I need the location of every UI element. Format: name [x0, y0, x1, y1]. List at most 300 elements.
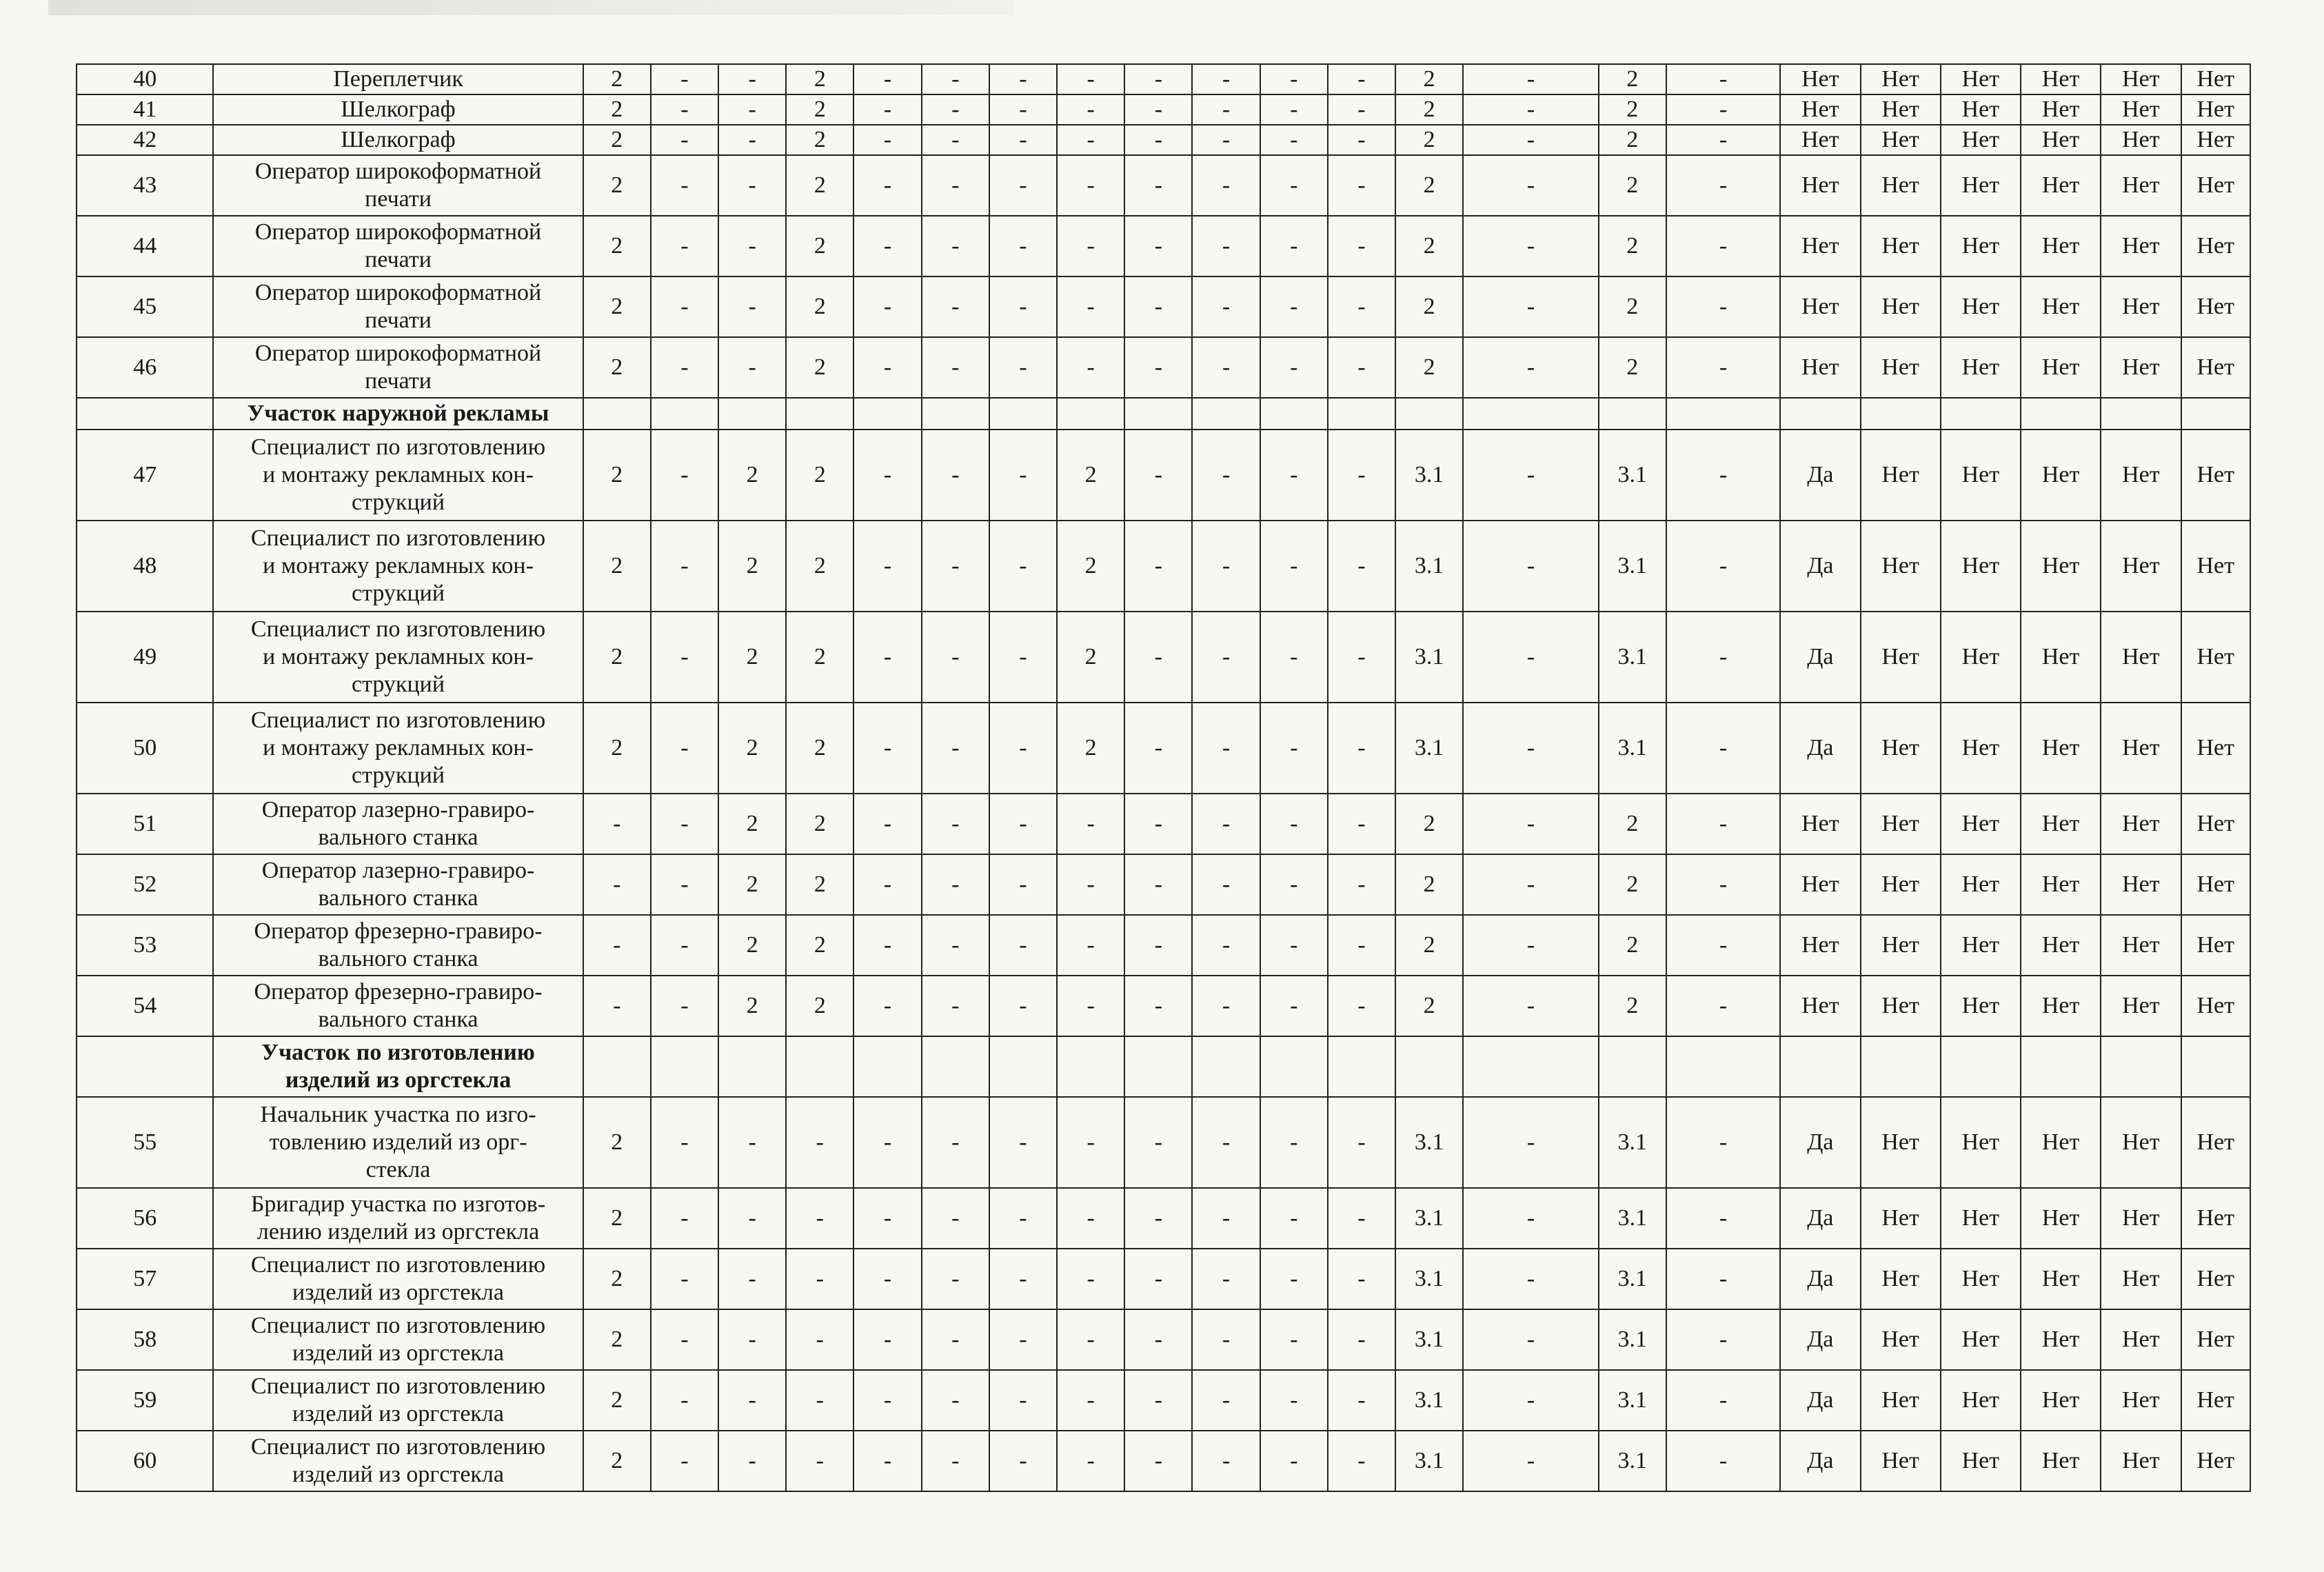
value-cell: -	[922, 337, 989, 398]
value-cell: Нет	[2181, 1309, 2251, 1370]
value-cell: Нет	[1941, 915, 2021, 976]
value-cell: 2	[1395, 155, 1463, 216]
value-cell: 3.1	[1395, 1097, 1463, 1188]
value-cell: Нет	[1861, 155, 1941, 216]
value-cell: -	[1057, 1097, 1124, 1188]
value-cell: -	[1124, 612, 1192, 703]
value-cell: Да	[1780, 612, 1860, 703]
value-cell: Нет	[2021, 854, 2101, 915]
value-cell: -	[922, 612, 989, 703]
value-cell: -	[1124, 430, 1192, 521]
value-cell: 3.1	[1395, 521, 1463, 612]
value-cell: -	[1328, 854, 1395, 915]
value-cell: Нет	[2101, 125, 2181, 155]
value-cell: Нет	[2181, 155, 2251, 216]
value-cell	[718, 398, 786, 430]
value-cell: 2	[583, 216, 651, 276]
value-cell	[786, 1036, 853, 1097]
row-number: 54	[77, 976, 213, 1036]
row-number	[77, 398, 213, 430]
value-cell: -	[786, 1309, 853, 1370]
value-cell: -	[1260, 430, 1328, 521]
value-cell: -	[1057, 915, 1124, 976]
value-cell: 2	[583, 1097, 651, 1188]
table-row	[77, 1309, 2250, 1370]
value-cell: -	[989, 216, 1057, 276]
value-cell	[2101, 398, 2181, 430]
value-cell: 3.1	[1599, 1370, 1666, 1431]
value-cell: -	[651, 794, 718, 854]
value-cell: -	[853, 854, 921, 915]
value-cell: -	[853, 521, 921, 612]
position-name: Специалист по изготовлению и монтажу рекламных кон- струкций	[213, 521, 583, 612]
value-cell: -	[1124, 1097, 1192, 1188]
value-cell: 2	[1599, 64, 1666, 94]
value-cell: Нет	[2021, 1249, 2101, 1309]
value-cell: -	[786, 1431, 853, 1491]
value-cell: -	[1124, 125, 1192, 155]
value-cell: 2	[786, 915, 853, 976]
value-cell: -	[1666, 125, 1780, 155]
value-cell	[1328, 398, 1395, 430]
value-cell: Нет	[2021, 1370, 2101, 1431]
value-cell: -	[853, 94, 921, 125]
value-cell: -	[853, 703, 921, 794]
table-row	[77, 915, 2250, 976]
value-cell	[583, 1036, 651, 1097]
value-cell: Нет	[2181, 915, 2251, 976]
value-cell	[1192, 1036, 1260, 1097]
table-row	[77, 612, 2250, 703]
value-cell: -	[651, 521, 718, 612]
value-cell: -	[1328, 1249, 1395, 1309]
value-cell: Нет	[2181, 976, 2251, 1036]
value-cell: -	[1666, 854, 1780, 915]
row-number: 43	[77, 155, 213, 216]
value-cell: 3.1	[1599, 521, 1666, 612]
value-cell: 2	[583, 1249, 651, 1309]
value-cell: -	[1124, 276, 1192, 337]
table-row	[77, 1249, 2250, 1309]
value-cell: -	[1463, 976, 1598, 1036]
table-row	[77, 794, 2250, 854]
value-cell: Нет	[1780, 854, 1860, 915]
value-cell: -	[853, 430, 921, 521]
value-cell: -	[1124, 521, 1192, 612]
position-name: Оператор широкоформатной печати	[213, 216, 583, 276]
value-cell: 2	[786, 216, 853, 276]
value-cell: -	[922, 94, 989, 125]
value-cell: -	[922, 125, 989, 155]
value-cell: -	[1328, 430, 1395, 521]
value-cell: Нет	[2181, 64, 2251, 94]
value-cell: -	[1463, 703, 1598, 794]
value-cell: Нет	[2101, 1309, 2181, 1370]
value-cell: Да	[1780, 1188, 1860, 1249]
value-cell: -	[1192, 1309, 1260, 1370]
position-name: Начальник участка по изго- товлению изделий из орг- стекла	[213, 1097, 583, 1188]
value-cell: -	[1124, 794, 1192, 854]
value-cell: Нет	[1861, 703, 1941, 794]
value-cell: -	[1463, 1097, 1598, 1188]
value-cell: Нет	[2021, 1309, 2101, 1370]
value-cell: Нет	[2181, 854, 2251, 915]
value-cell	[2021, 398, 2101, 430]
value-cell: -	[1666, 337, 1780, 398]
value-cell: Нет	[2181, 794, 2251, 854]
value-cell: Нет	[2021, 703, 2101, 794]
value-cell	[989, 1036, 1057, 1097]
value-cell: 3.1	[1395, 703, 1463, 794]
value-cell: -	[989, 854, 1057, 915]
value-cell: -	[718, 125, 786, 155]
value-cell: 2	[1599, 276, 1666, 337]
value-cell: -	[1260, 1309, 1328, 1370]
value-cell: Нет	[1941, 1249, 2021, 1309]
value-cell: -	[1260, 612, 1328, 703]
value-cell: Нет	[1941, 1188, 2021, 1249]
row-number: 48	[77, 521, 213, 612]
value-cell: 2	[1057, 703, 1124, 794]
table-row	[77, 854, 2250, 915]
value-cell: -	[1192, 64, 1260, 94]
value-cell: -	[1328, 612, 1395, 703]
value-cell: -	[1328, 794, 1395, 854]
value-cell: -	[1124, 155, 1192, 216]
row-number: 56	[77, 1188, 213, 1249]
value-cell: -	[583, 976, 651, 1036]
value-cell	[1057, 398, 1124, 430]
table-row	[77, 430, 2250, 521]
value-cell: -	[1260, 521, 1328, 612]
value-cell: Нет	[1941, 430, 2021, 521]
value-cell: 2	[1599, 94, 1666, 125]
value-cell: -	[922, 854, 989, 915]
value-cell: -	[1463, 1249, 1598, 1309]
value-cell: Нет	[2101, 794, 2181, 854]
position-name: Специалист по изготовлению изделий из оргстекла	[213, 1370, 583, 1431]
value-cell	[1666, 1036, 1780, 1097]
value-cell: Нет	[1861, 1249, 1941, 1309]
value-cell	[1941, 1036, 2021, 1097]
value-cell: Нет	[1861, 1309, 1941, 1370]
value-cell: Нет	[2181, 521, 2251, 612]
value-cell: -	[853, 1249, 921, 1309]
value-cell: -	[786, 1370, 853, 1431]
value-cell: -	[1328, 94, 1395, 125]
value-cell: Нет	[2101, 612, 2181, 703]
position-name: Специалист по изготовлению и монтажу рекламных кон- струкций	[213, 430, 583, 521]
value-cell: 3.1	[1599, 612, 1666, 703]
value-cell: Нет	[1941, 703, 2021, 794]
value-cell: -	[1463, 1370, 1598, 1431]
value-cell: Да	[1780, 430, 1860, 521]
value-cell: Нет	[2181, 1249, 2251, 1309]
value-cell: 2	[718, 794, 786, 854]
value-cell: -	[1124, 1370, 1192, 1431]
value-cell: -	[786, 1249, 853, 1309]
value-cell: Нет	[1780, 125, 1860, 155]
value-cell	[786, 398, 853, 430]
value-cell: Нет	[2101, 1431, 2181, 1491]
value-cell: Нет	[2181, 337, 2251, 398]
value-cell: -	[922, 1370, 989, 1431]
value-cell: Нет	[2021, 915, 2101, 976]
value-cell	[1780, 398, 1860, 430]
value-cell: -	[1057, 1370, 1124, 1431]
table-row	[77, 64, 2250, 94]
value-cell: -	[922, 976, 989, 1036]
value-cell: -	[989, 1097, 1057, 1188]
value-cell: 2	[1599, 155, 1666, 216]
value-cell: -	[1057, 94, 1124, 125]
value-cell: Нет	[1941, 794, 2021, 854]
value-cell: -	[1057, 337, 1124, 398]
value-cell: -	[1666, 1431, 1780, 1491]
value-cell: -	[922, 64, 989, 94]
value-cell: Нет	[2021, 976, 2101, 1036]
value-cell: -	[1260, 64, 1328, 94]
value-cell: -	[1666, 64, 1780, 94]
value-cell: -	[1463, 854, 1598, 915]
value-cell: 2	[786, 794, 853, 854]
value-cell: -	[989, 64, 1057, 94]
value-cell	[1260, 398, 1328, 430]
row-number: 60	[77, 1431, 213, 1491]
row-number: 45	[77, 276, 213, 337]
value-cell: -	[1124, 976, 1192, 1036]
value-cell: Нет	[2021, 276, 2101, 337]
value-cell: Нет	[1861, 794, 1941, 854]
value-cell: 2	[786, 976, 853, 1036]
row-number: 41	[77, 94, 213, 125]
value-cell: -	[989, 612, 1057, 703]
value-cell: -	[1192, 794, 1260, 854]
value-cell: -	[989, 155, 1057, 216]
value-cell: Нет	[1941, 125, 2021, 155]
value-cell: -	[922, 521, 989, 612]
value-cell	[2021, 1036, 2101, 1097]
value-cell	[2181, 1036, 2251, 1097]
value-cell: 2	[1395, 794, 1463, 854]
value-cell: Нет	[1780, 276, 1860, 337]
value-cell: Нет	[1941, 612, 2021, 703]
value-cell: -	[922, 915, 989, 976]
value-cell: -	[922, 703, 989, 794]
value-cell	[1395, 398, 1463, 430]
value-cell: Нет	[1780, 216, 1860, 276]
value-cell: -	[989, 1249, 1057, 1309]
value-cell: -	[922, 1188, 989, 1249]
value-cell: -	[1260, 703, 1328, 794]
value-cell: -	[1124, 1309, 1192, 1370]
value-cell: -	[1192, 703, 1260, 794]
value-cell: -	[1260, 1188, 1328, 1249]
value-cell	[922, 398, 989, 430]
value-cell: 2	[786, 703, 853, 794]
value-cell: 3.1	[1599, 1309, 1666, 1370]
value-cell: Нет	[2101, 854, 2181, 915]
value-cell: Нет	[2101, 155, 2181, 216]
value-cell: Да	[1780, 1309, 1860, 1370]
value-cell: -	[1260, 976, 1328, 1036]
value-cell: -	[853, 125, 921, 155]
value-cell: -	[1666, 1188, 1780, 1249]
value-cell: Нет	[2181, 216, 2251, 276]
value-cell: -	[1124, 64, 1192, 94]
value-cell: -	[1260, 794, 1328, 854]
value-cell: Нет	[2101, 64, 2181, 94]
value-cell: 2	[1057, 612, 1124, 703]
value-cell: -	[1057, 1188, 1124, 1249]
position-name: Оператор широкоформатной печати	[213, 276, 583, 337]
value-cell: -	[583, 915, 651, 976]
position-name: Оператор лазерно-гравиро- вального станка	[213, 854, 583, 915]
value-cell: -	[1666, 430, 1780, 521]
value-cell: 2	[718, 521, 786, 612]
value-cell: -	[1463, 155, 1598, 216]
value-cell: 2	[583, 1431, 651, 1491]
value-cell: Да	[1780, 1097, 1860, 1188]
value-cell: 3.1	[1599, 1431, 1666, 1491]
value-cell: -	[718, 155, 786, 216]
value-cell: -	[853, 1370, 921, 1431]
value-cell: -	[651, 337, 718, 398]
value-cell: -	[1192, 854, 1260, 915]
table-row	[77, 521, 2250, 612]
value-cell: -	[989, 276, 1057, 337]
value-cell: Да	[1780, 703, 1860, 794]
value-cell: Нет	[2101, 337, 2181, 398]
value-cell: -	[651, 915, 718, 976]
value-cell: -	[1260, 216, 1328, 276]
value-cell: 2	[786, 430, 853, 521]
value-cell: Нет	[1941, 276, 2021, 337]
value-cell: Нет	[2181, 1097, 2251, 1188]
value-cell	[853, 1036, 921, 1097]
value-cell: -	[1192, 1431, 1260, 1491]
value-cell: 3.1	[1395, 612, 1463, 703]
value-cell: -	[1192, 216, 1260, 276]
value-cell: Нет	[1861, 216, 1941, 276]
value-cell: 2	[583, 521, 651, 612]
value-cell: Нет	[2021, 94, 2101, 125]
section-row	[77, 398, 2250, 430]
row-number: 40	[77, 64, 213, 94]
row-number: 55	[77, 1097, 213, 1188]
table-row	[77, 1370, 2250, 1431]
value-cell: Нет	[1941, 976, 2021, 1036]
value-cell: -	[651, 430, 718, 521]
value-cell: Нет	[1780, 64, 1860, 94]
position-name: Шелкограф	[213, 125, 583, 155]
position-name: Оператор фрезерно-гравиро- вального станка	[213, 915, 583, 976]
value-cell: Нет	[1941, 1370, 2021, 1431]
value-cell: Нет	[2021, 1431, 2101, 1491]
value-cell: 2	[1599, 915, 1666, 976]
value-cell: -	[1260, 94, 1328, 125]
value-cell: Нет	[1941, 1097, 2021, 1188]
value-cell: Нет	[1861, 1097, 1941, 1188]
value-cell: 2	[718, 430, 786, 521]
value-cell: -	[651, 1431, 718, 1491]
value-cell	[2101, 1036, 2181, 1097]
value-cell: Нет	[2021, 794, 2101, 854]
value-cell: -	[1192, 1249, 1260, 1309]
value-cell: -	[989, 94, 1057, 125]
value-cell	[651, 398, 718, 430]
value-cell: 2	[718, 915, 786, 976]
value-cell: 2	[1599, 976, 1666, 1036]
value-cell: Нет	[1861, 94, 1941, 125]
value-cell: 2	[1395, 337, 1463, 398]
value-cell: 2	[583, 337, 651, 398]
value-cell: -	[1057, 854, 1124, 915]
value-cell: Нет	[2101, 915, 2181, 976]
value-cell: -	[853, 794, 921, 854]
value-cell	[1599, 1036, 1666, 1097]
value-cell: 2	[786, 337, 853, 398]
value-cell: -	[1057, 276, 1124, 337]
value-cell: -	[1192, 155, 1260, 216]
value-cell: -	[651, 94, 718, 125]
value-cell: -	[651, 976, 718, 1036]
value-cell: -	[1463, 125, 1598, 155]
value-cell: 2	[1395, 976, 1463, 1036]
value-cell	[922, 1036, 989, 1097]
value-cell: -	[989, 1370, 1057, 1431]
table-row	[77, 125, 2250, 155]
value-cell: -	[1057, 155, 1124, 216]
value-cell: 2	[1395, 125, 1463, 155]
value-cell: Нет	[2021, 125, 2101, 155]
value-cell: -	[1666, 216, 1780, 276]
value-cell: -	[1328, 1370, 1395, 1431]
value-cell: 2	[786, 155, 853, 216]
value-cell: 2	[1395, 915, 1463, 976]
value-cell: Нет	[2101, 430, 2181, 521]
value-cell: -	[718, 1188, 786, 1249]
value-cell: -	[651, 1249, 718, 1309]
value-cell: -	[718, 216, 786, 276]
row-number: 58	[77, 1309, 213, 1370]
value-cell: -	[853, 915, 921, 976]
value-cell	[1463, 1036, 1598, 1097]
value-cell: Нет	[1861, 854, 1941, 915]
value-cell	[1666, 398, 1780, 430]
row-number: 57	[77, 1249, 213, 1309]
value-cell: Нет	[1941, 94, 2021, 125]
value-cell: Нет	[2101, 1249, 2181, 1309]
value-cell: -	[1124, 1431, 1192, 1491]
value-cell: -	[1666, 276, 1780, 337]
value-cell: -	[853, 976, 921, 1036]
value-cell: -	[1463, 64, 1598, 94]
value-cell: Нет	[1941, 1431, 2021, 1491]
position-name: Специалист по изготовлению и монтажу рекламных кон- струкций	[213, 612, 583, 703]
value-cell: -	[718, 337, 786, 398]
value-cell: Нет	[2181, 612, 2251, 703]
value-cell: -	[583, 854, 651, 915]
value-cell: 2	[583, 125, 651, 155]
value-cell: -	[1666, 976, 1780, 1036]
value-cell: -	[1124, 216, 1192, 276]
table-row	[77, 94, 2250, 125]
section-title: Участок по изготовлению изделий из оргстекла	[213, 1036, 583, 1097]
value-cell: -	[1192, 1097, 1260, 1188]
value-cell: 2	[1395, 216, 1463, 276]
value-cell: 2	[583, 64, 651, 94]
